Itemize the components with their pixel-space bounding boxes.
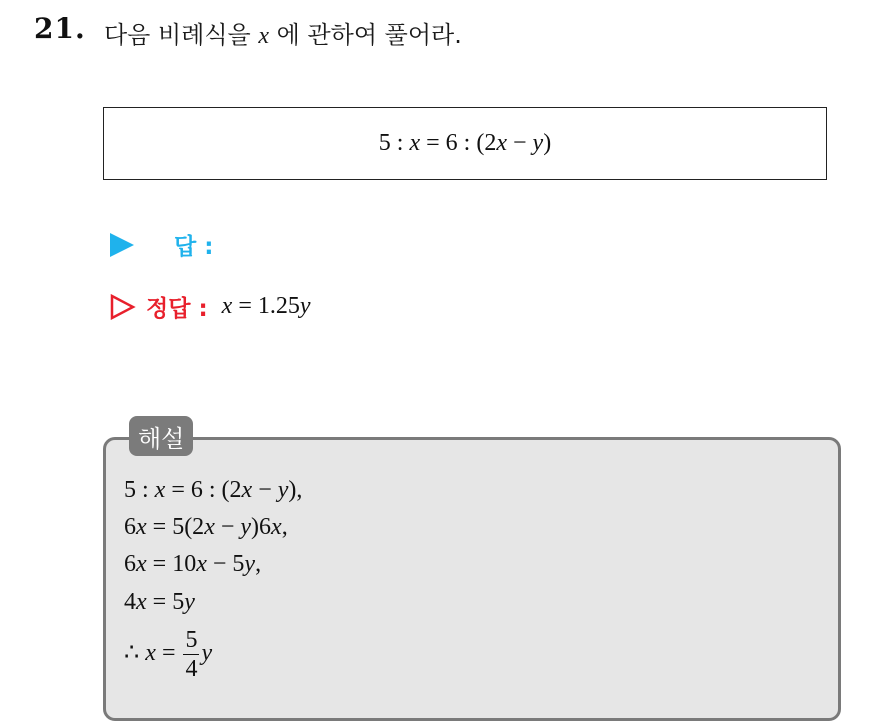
solution-line-3: 6x = 10x − 5y, [124,551,262,577]
outline-triangle-icon [110,294,136,320]
equation: 5 : x = 6 : (2x − y) [378,130,552,156]
question-text [104,15,462,50]
answer-label: 답 : [174,234,214,260]
question-text-before: 다음 비례식을 [104,21,251,49]
answer-row [110,228,213,261]
solution-tag: 해설 [129,416,193,456]
solution-line-4: 4x = 5y [124,589,195,615]
solution-line-2: 6x = 5(2x − y)6x, [124,514,288,540]
solid-triangle-icon [110,233,134,257]
fraction: $\frac{5}{4}$ [185,627,198,682]
correct-answer-value: x = 1.25y [221,293,311,319]
question-number: 21. [34,12,86,45]
correct-answer-label: 정답 : [146,296,208,322]
solution-line-1: 5 : x = 6 : (2x − y), [124,477,303,503]
question-variable: x [258,23,270,49]
correct-answer-row [110,290,311,323]
equation-box [103,107,827,180]
question-text-after: 에 관하여 풀어라. [276,21,462,49]
solution-line-5: ∴ x = $\frac{5}{4}$ y [124,627,213,682]
